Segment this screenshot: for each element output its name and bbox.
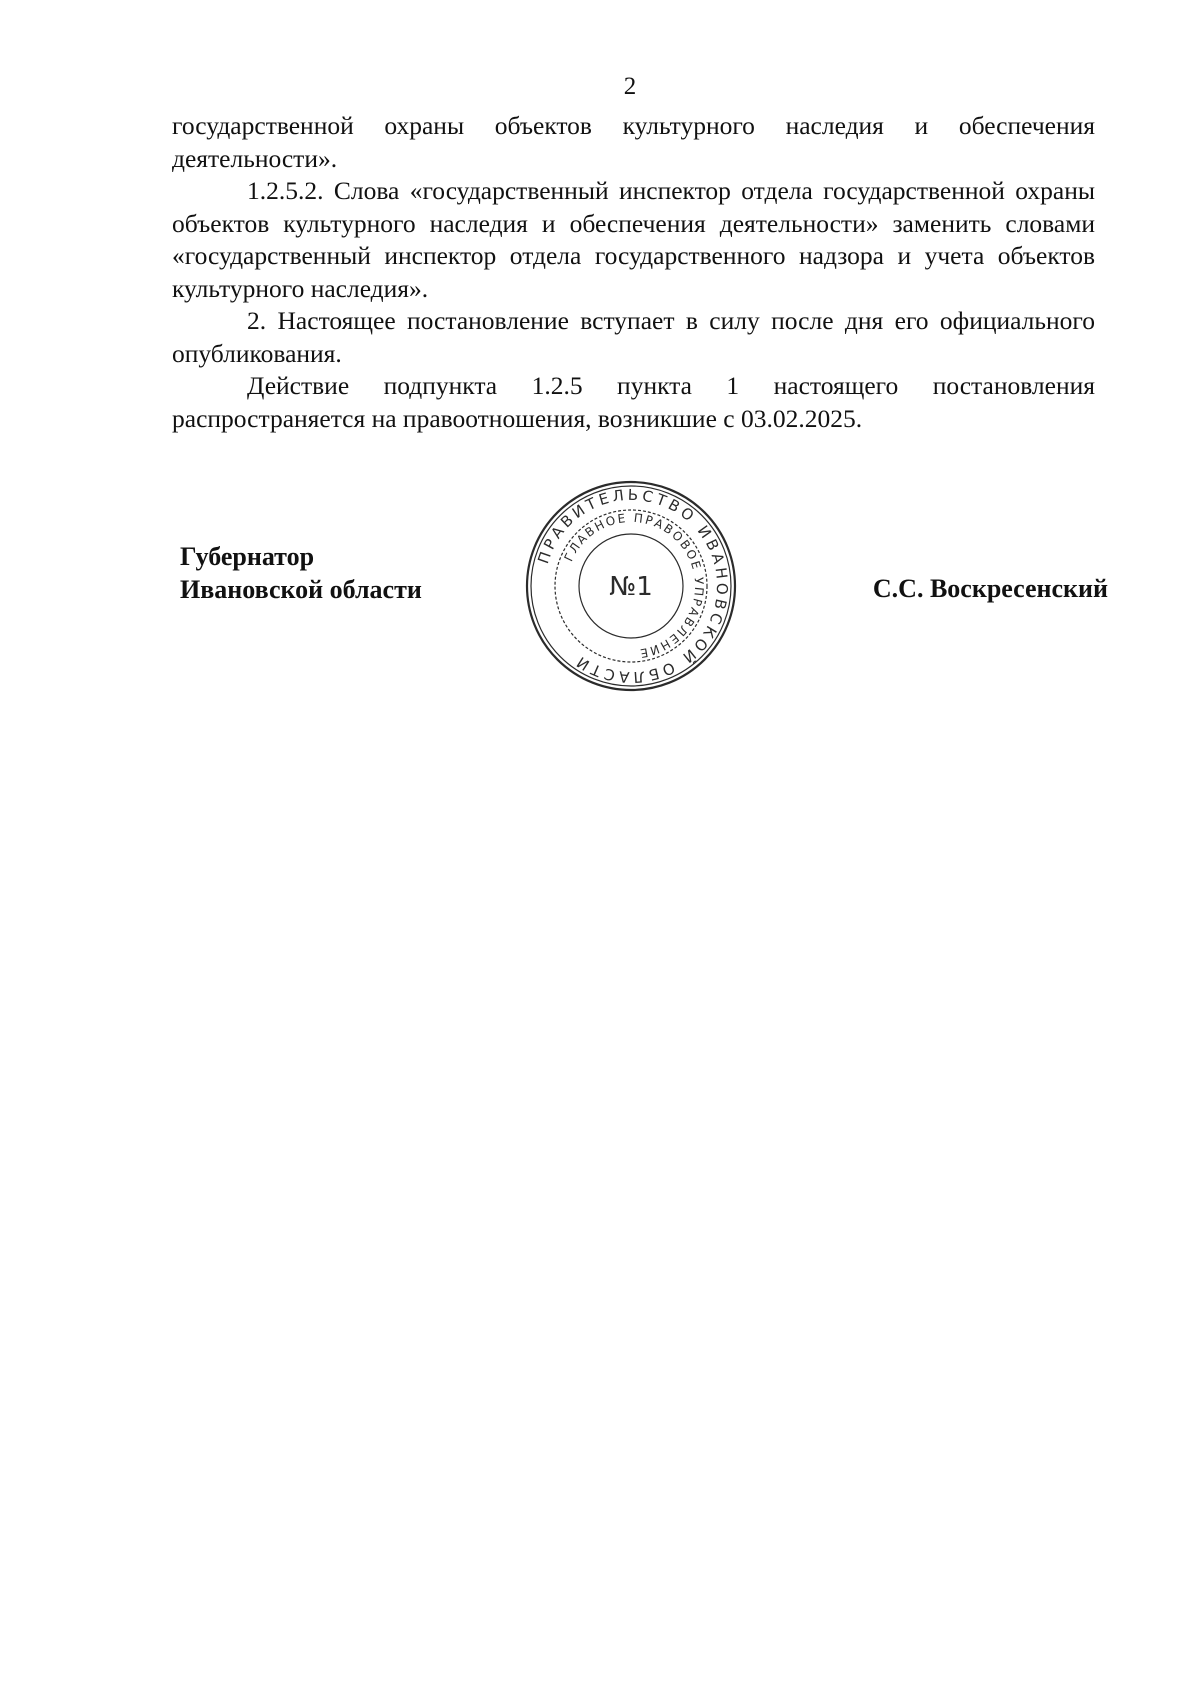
document-body bbox=[172, 110, 1095, 435]
signatory-title-line2: Ивановской области bbox=[180, 575, 422, 604]
paragraph-effect: Действие подпункта 1.2.5 пункта 1 настоящего постановления распространяется на правоотношения, возникшие с 03.02.2025. bbox=[172, 371, 1095, 433]
signatory-title-line1: Губернатор bbox=[180, 542, 315, 571]
stamp-inner-text: ГЛАВНОЕ ПРАВОВОЕ УПРАВЛЕНИЕ bbox=[561, 510, 707, 661]
official-seal-stamp bbox=[523, 478, 739, 694]
stamp-outer-text: ПРАВИТЕЛЬСТВО ИВАНОВСКОЙ ОБЛАСТИ bbox=[534, 485, 732, 687]
signatory-name: С.С. Воскресенский bbox=[872, 574, 1108, 603]
paragraph-continuation: государственной охраны объектов культурного наследия и обеспечения деятельности». bbox=[172, 111, 1095, 173]
signatory-position bbox=[180, 540, 422, 606]
stamp-center-number: №1 bbox=[609, 572, 653, 602]
page-number: 2 bbox=[623, 73, 637, 100]
paragraph-2: 2. Настоящее постановление вступает в силу после дня его официального опубликования. bbox=[172, 306, 1095, 368]
paragraph-1-2-5-2: 1.2.5.2. Слова «государственный инспектор отдела государственной охраны объектов культурного наследия и обеспечения деятельности» заменить словами «государственный инспектор отдела государственного надзора и учета объектов культурного наследия». bbox=[172, 176, 1095, 303]
